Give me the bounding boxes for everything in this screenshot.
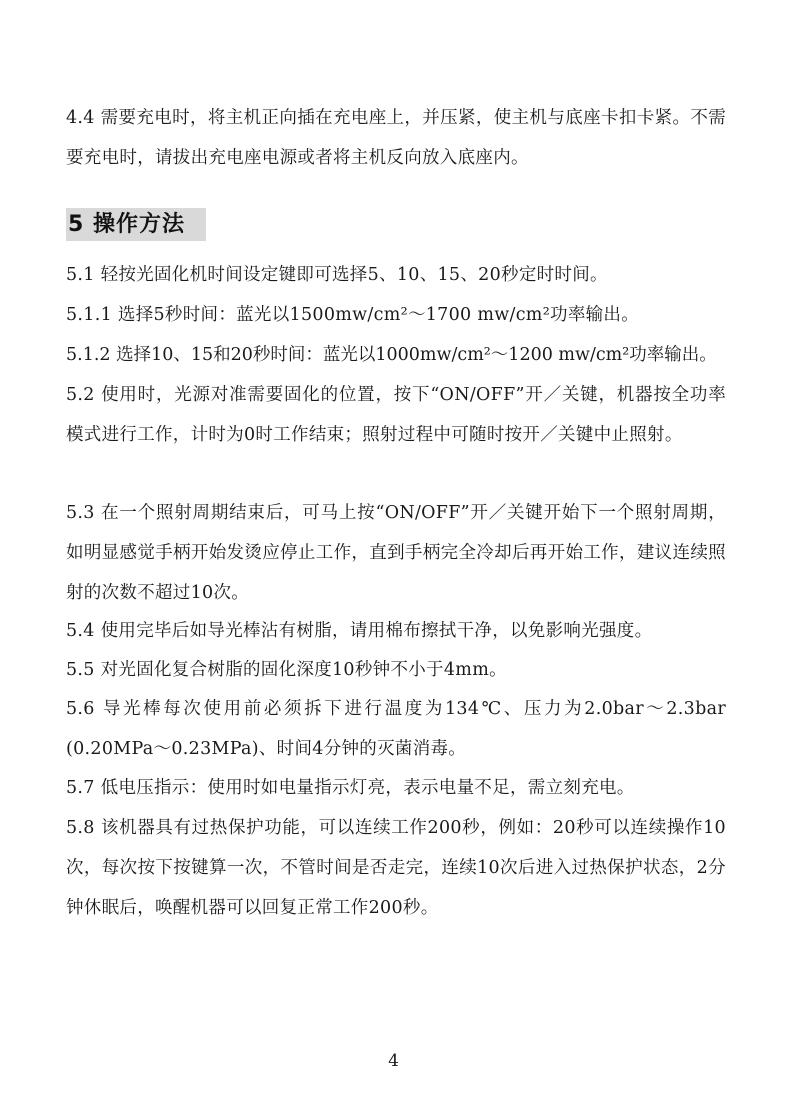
paragraph-5-1-1: 5.1.1 选择5秒时间：蓝光以1500mw/cm²～1700 mw/cm²功率输出。 [66,305,640,325]
paragraph-5-7: 5.7 低电压指示：使用时如电量指示灯亮，表示电量不足，需立刻充电。 [66,778,635,798]
paragraph-5-3: 5.3 在一个照射周期结束后，可马上按“ON/OFF”开／关键开始下一个照射周期，如明显感觉手柄开始发烫应停止工作，直到手柄完全冷却后再开始工作，建议连续照射的次数不超过10次。 [66,503,726,603]
paragraph-5-5: 5.5 对光固化复合树脂的固化深度10秒钟不小于4mm。 [66,660,507,680]
paragraph-5-1: 5.1 轻按光固化机时间设定键即可选择5、10、15、20秒定时时间。 [66,265,608,285]
page-number: 4 [388,1051,399,1071]
section-heading-operation-method: 5 操作方法 [66,208,206,241]
paragraph-5-6: 5.6 导光棒每次使用前必须拆下进行温度为134℃、压力为2.0bar～2.3bar (0.20MPa～0.23MPa)、时间4分钟的灭菌消毒。 [66,699,726,759]
paragraph-4-4: 4.4 需要充电时，将主机正向插在充电座上，并压紧，使主机与底座卡扣卡紧。不需要充电时，请拔出充电座电源或者将主机反向放入底座内。 [66,108,726,168]
paragraph-5-1-2: 5.1.2 选择10、15和20秒时间：蓝光以1000mw/cm²～1200 mw/cm²功率输出。 [66,345,717,365]
paragraph-5-2: 5.2 使用时，光源对准需要固化的位置，按下“ON/OFF”开／关键，机器按全功率模式进行工作，计时为0时工作结束；照射过程中可随时按开／关键中止照射。 [66,385,726,445]
paragraph-5-8: 5.8 该机器具有过热保护功能，可以连续工作200秒，例如：20秒可以连续操作10次，每次按下按键算一次，不管时间是否走完，连续10次后进入过热保护状态，2分钟休眠后，唤醒机器可以回复正常工作200秒。 [66,818,726,918]
paragraph-5-4: 5.4 使用完毕后如导光棒沾有树脂，请用棉布擦拭干净，以免影响光强度。 [66,621,653,641]
